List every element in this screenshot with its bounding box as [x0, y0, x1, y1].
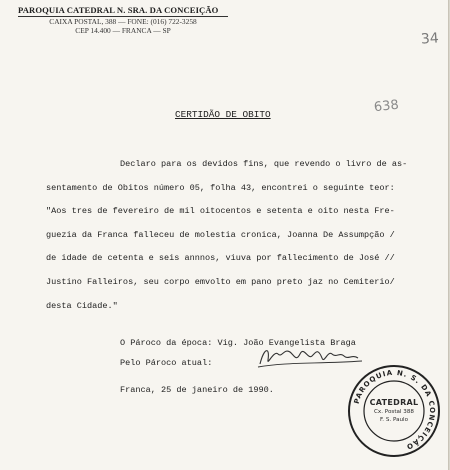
body-line: sentamento de Obitos número 05, folha 43, encontrei o seguinte teor: — [46, 182, 395, 193]
handwritten-record-number: 638 — [373, 97, 400, 116]
former-priest-line: O Pároco da época: Vig. João Evangelista Braga — [120, 338, 356, 348]
certificate-body — [46, 158, 426, 323]
body-line: desta Cidade." — [46, 300, 118, 311]
body-line: Justino Falleiros, seu corpo emvolto em pano preto jaz no Cemiterio/ — [46, 276, 395, 287]
body-line: de idade de cetenta e seis annnos, viuva por fallecimento de José // — [46, 253, 395, 264]
letterhead — [18, 5, 228, 35]
body-line: guezia da Franca falleceu de molestia cronica, Joanna De Assumpção / — [46, 229, 395, 240]
letterhead-address: CAIXA POSTAL, 388 — FONE: (016) 722-3258 — [49, 17, 197, 26]
document-title: CERTIDÃO DE OBITO — [175, 109, 271, 120]
current-priest-label: Pelo Pároco atual: — [120, 358, 213, 368]
date-line: Franca, 25 de janeiro de 1990. — [120, 385, 274, 395]
body-line: "Aos tres de fevereiro de mil oitocentos e setenta e oito nesta Fre- — [46, 206, 395, 217]
stamp-center — [364, 399, 424, 425]
body-line: Declaro para os devidos fins, que revendo o livro de as- — [120, 159, 408, 169]
letterhead-title: PAROQUIA CATEDRAL N. SRA. DA CONCEIÇÃO — [18, 5, 228, 17]
stamp-center-line: Cx. Postal 388 — [374, 408, 414, 415]
stamp-ring-text: PAROQUIA N. S. DA CONCEIÇÃO — [352, 368, 437, 451]
handwritten-page-number: 34 — [420, 30, 440, 48]
stamp-center-line: F. S. Paulo — [379, 417, 409, 423]
stamp-center-title: CATEDRAL — [369, 398, 419, 407]
parish-stamp — [346, 363, 442, 459]
letterhead-city: CEP 14.400 — FRANCA — SP — [75, 26, 171, 35]
